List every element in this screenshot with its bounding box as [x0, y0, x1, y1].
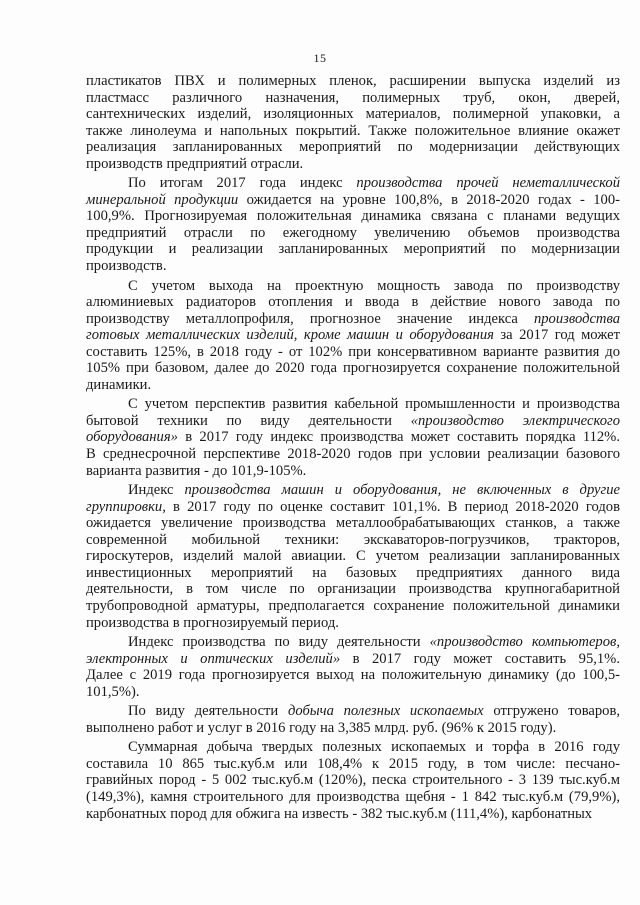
text-run: бытовой техники по виду деятельности — [86, 412, 411, 429]
text-run: С учетом перспектив развития кабельной промышленности и производства — [128, 396, 620, 413]
text-line — [86, 667, 620, 684]
text-line — [86, 192, 620, 209]
text-run: производств предприятий отрасли. — [86, 155, 304, 172]
text-line — [86, 634, 620, 651]
text-line — [86, 344, 620, 361]
text-run: производству металлопрофиля, прогнозное значение индекса — [86, 310, 534, 327]
text-line — [86, 789, 620, 806]
italic-term: группировки, — [86, 498, 166, 515]
text-line — [86, 703, 620, 720]
text-line — [86, 377, 620, 394]
text-run: реализация запланированных мероприятий по модернизации действующих — [86, 139, 620, 156]
text-line — [86, 106, 620, 123]
text-run: С учетом выхода на проектную мощность завода по производству — [128, 277, 620, 294]
text-run: Суммарная добыча твердых полезных ископаемых и торфа в 2016 году — [128, 739, 620, 756]
text-run: Индекс производства по виду деятельности — [128, 634, 430, 651]
italic-term: готовых металлических изделий, кроме машин и оборудования — [86, 327, 494, 344]
text-run: алюминиевых радиаторов отопления и ввода в действие нового завода по — [86, 294, 620, 311]
text-line — [86, 294, 620, 311]
text-run: отгружено товаров, — [483, 703, 620, 720]
text-line — [86, 360, 620, 377]
text-line — [86, 396, 620, 413]
text-line — [86, 225, 620, 242]
text-line — [86, 278, 620, 295]
text-line — [86, 327, 620, 344]
text-run: ожидается на уровне 100,8%, в 2018-2020 годах - 100- — [238, 191, 621, 208]
italic-term: «производство компьютеров, — [429, 634, 620, 651]
text-run: динамики. — [86, 376, 152, 393]
text-line — [86, 463, 620, 480]
text-line — [86, 413, 620, 430]
text-line — [86, 311, 620, 328]
text-line — [86, 615, 620, 632]
text-run: производства в прогнозируемый период. — [86, 614, 339, 631]
text-run: составила 10 865 тыс.куб.м или 108,4% к 2015 году, в том числе: песчано- — [86, 755, 620, 772]
text-line — [86, 139, 620, 156]
paragraph — [86, 634, 620, 700]
text-run: пластикатов ПВХ и полимерных пленок, расширении выпуска изделий из — [86, 73, 620, 89]
text-run: 101,5%). — [86, 683, 140, 700]
text-run: карбонатных пород для обжига на известь - 382 тыс.куб.м (111,4%), карбонатных — [86, 805, 593, 822]
text-line — [86, 684, 620, 701]
text-run: 105% при базовом, далее до 2020 года прогнозируется сохранение положительной — [86, 360, 620, 377]
text-run: По итогам 2017 года индекс — [128, 175, 357, 192]
text-line — [86, 548, 620, 565]
text-run: составить 125%, в 2018 году - от 102% при консервативном варианте развития до — [86, 343, 620, 360]
text-run: деятельности, в том числе по организации производства крупногабаритной — [86, 581, 620, 598]
text-run: выполнено работ и услуг в 2016 году на 3,385 млрд. руб. (96% к 2015 году). — [86, 719, 557, 736]
text-run: 100,9%. Прогнозируемая положительная динамика связана с планами ведущих — [86, 208, 620, 225]
text-run: По виду деятельности — [128, 703, 288, 720]
page-number: 15 — [313, 51, 327, 65]
text-run: инвестиционных мероприятий на базовых предприятиях данного вида — [86, 564, 620, 581]
italic-term: оборудования» — [86, 429, 178, 446]
text-line — [86, 123, 620, 140]
text-line — [86, 258, 620, 275]
italic-term: производства — [533, 310, 620, 327]
text-line — [86, 515, 620, 532]
text-line — [86, 806, 620, 823]
text-line — [86, 208, 620, 225]
italic-term: производства машин и оборудования, не включенных в другие — [184, 482, 620, 499]
paragraph — [86, 739, 620, 822]
text-line — [86, 772, 620, 789]
text-line — [86, 156, 620, 173]
body-text — [86, 73, 620, 822]
text-line — [86, 532, 620, 549]
text-line — [86, 581, 620, 598]
text-line — [86, 651, 620, 668]
text-run: сантехнических изделий, изоляционных материалов, полимерной упаковки, а — [86, 106, 620, 123]
text-run: В среднесрочной перспективе 2018-2020 годов при условии реализации базового — [86, 446, 620, 463]
text-run: современной мобильной техники: экскаваторов-погрузчиков, тракторов, — [86, 531, 620, 548]
text-run: производств. — [86, 258, 167, 275]
text-line — [86, 175, 620, 192]
text-run: Индекс — [128, 482, 185, 499]
italic-term: добыча полезных ископаемых — [287, 703, 484, 720]
text-line — [86, 756, 620, 773]
text-line — [86, 482, 620, 499]
italic-term: минеральной продукции — [86, 191, 239, 208]
text-run: трубопроводной арматуры, предполагается сохранение положительной динамики — [86, 597, 620, 614]
text-line — [86, 720, 620, 737]
text-run: в 2017 году индекс производства может составить порядка 112%. — [177, 429, 620, 446]
text-line — [86, 598, 620, 615]
text-run: в 2017 году по оценке составит 101,1%. В период 2018-2020 годов — [165, 498, 620, 515]
text-run: варианта развития - до 101,9-105%. — [86, 462, 307, 479]
italic-term: электронных и оптических изделий» — [86, 650, 341, 667]
text-line — [86, 446, 620, 463]
italic-term: «производство электрического — [410, 412, 620, 429]
text-line — [86, 739, 620, 756]
text-run: Далее с 2019 года прогнозируется выход на положительную динамику (до 100,5- — [86, 667, 620, 684]
italic-term: производства прочей неметаллической — [356, 175, 620, 192]
text-run: за 2017 год может — [493, 327, 620, 344]
text-line — [86, 429, 620, 446]
paragraph — [86, 482, 620, 631]
text-run: продукции и реализации запланированных мероприятий по модернизации — [86, 241, 620, 258]
paragraph — [86, 73, 620, 172]
paragraph — [86, 278, 620, 394]
text-run: гироскутеров, изделий малой авиации. С учетом реализации запланированных — [86, 548, 620, 565]
text-line — [86, 241, 620, 258]
text-line — [86, 73, 620, 90]
paragraph — [86, 396, 620, 479]
text-run: (149,3%), камня строительного для производства щебня - 1 842 тыс.куб.м (79,9%), — [86, 788, 620, 805]
text-run: в 2017 году может составить 95,1%. — [340, 650, 620, 667]
text-line — [86, 499, 620, 516]
text-run: ожидается увеличение производства металлообрабатывающих станков, а также — [86, 515, 620, 532]
text-run: гравийных пород - 5 002 тыс.куб.м (120%), песка строительного - 3 139 тыс.куб.м — [86, 772, 620, 789]
text-line — [86, 90, 620, 107]
text-run: также линолеума и напольных покрытий. Также положительное влияние окажет — [86, 122, 620, 139]
paragraph — [86, 703, 620, 736]
text-run: пластмасс различного назначения, полимерных труб, окон, дверей, — [86, 89, 620, 106]
text-run: предприятий отрасли по ежегодному увеличению объемов производства — [86, 224, 620, 241]
paragraph — [86, 175, 620, 274]
text-line — [86, 565, 620, 582]
